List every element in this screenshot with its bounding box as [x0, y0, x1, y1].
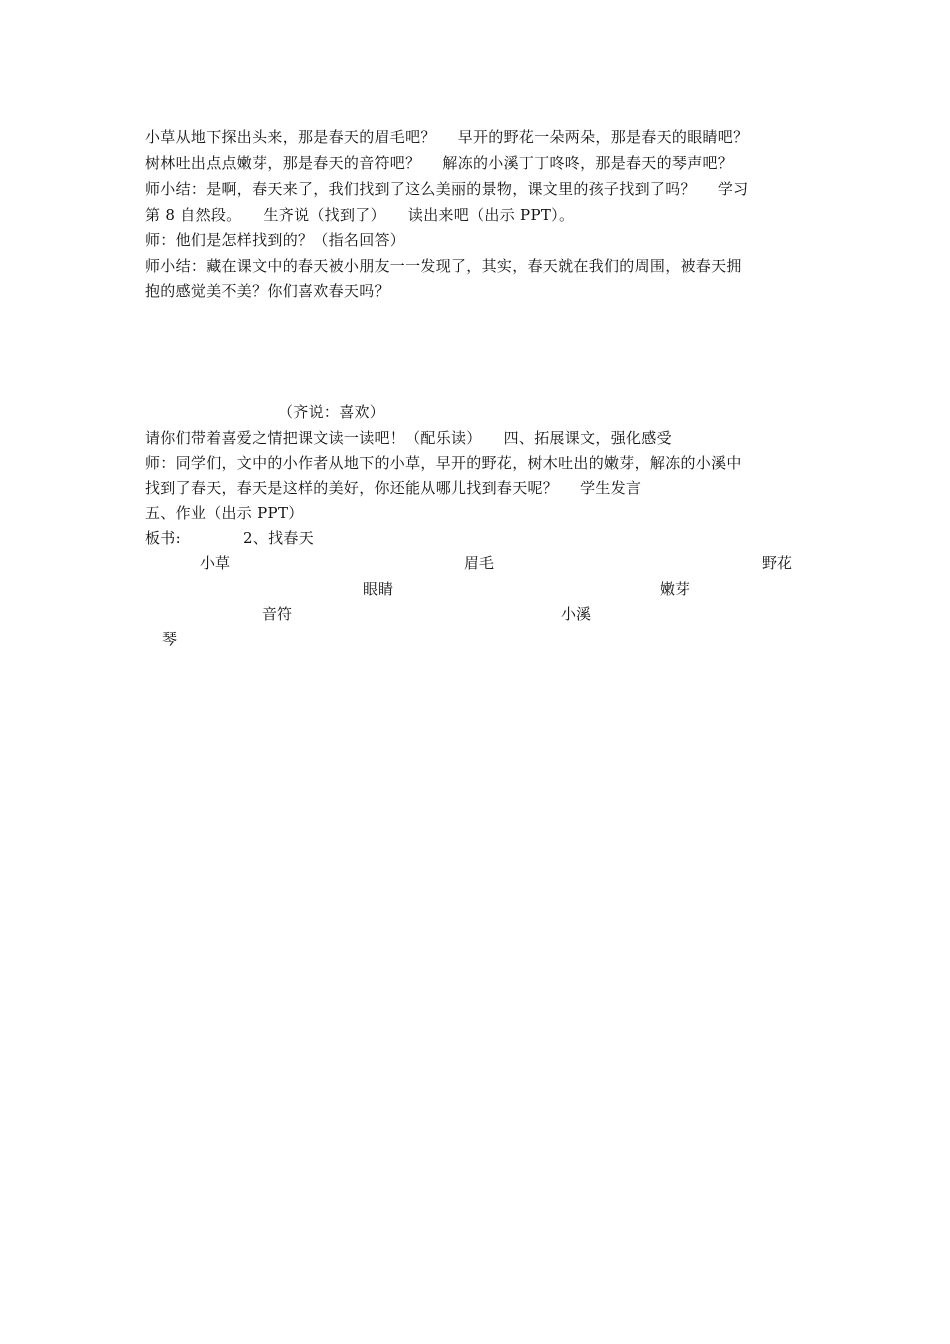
text-span: 解冻的小溪丁丁咚咚，那是春天的琴声吧？	[442, 154, 734, 172]
paragraph-line: 师：同学们，文中的小作者从地下的小草，早开的野花，树木吐出的嫩芽，解冻的小溪中	[145, 454, 742, 472]
text-span: 小草从地下探出头来，那是春天的眉毛吧？	[145, 128, 436, 146]
text-span: 生齐说（找到了）	[263, 206, 386, 224]
paragraph-line	[145, 178, 748, 200]
paragraph-line	[145, 204, 574, 226]
paragraph-line	[145, 152, 733, 174]
text-span: 读出来吧（出示 PPT）。	[407, 206, 575, 224]
board-title: 2、找春天	[242, 529, 315, 547]
text-span: 学生发言	[580, 479, 642, 497]
board-word: 音符	[262, 605, 293, 623]
board-word: 眉毛	[464, 554, 495, 572]
text-span: 四、拓展课文，强化感受	[503, 429, 672, 447]
board-word: 眼睛	[363, 580, 394, 598]
board-word: 嫩芽	[660, 580, 691, 598]
paragraph-line: （齐说：喜欢）	[278, 403, 386, 421]
text-span: 找到了春天，春天是这样的美好，你还能从哪儿找到春天呢？	[145, 479, 559, 497]
board-word: 琴	[162, 630, 178, 648]
text-span: 请你们带着喜爱之情把课文读一读吧！（配乐读）	[145, 429, 482, 447]
board-word: 野花	[762, 554, 793, 572]
paragraph-line	[145, 427, 672, 449]
text-span: 学习	[717, 180, 749, 198]
text-span: 早开的野花一朵两朵，那是春天的眼睛吧？	[457, 128, 749, 146]
board-word: 小溪	[561, 605, 592, 623]
paragraph-line: 师：他们是怎样找到的？（指名回答）	[145, 231, 406, 249]
paragraph-line: 抱的感觉美不美？你们喜欢春天吗？	[145, 282, 390, 300]
paragraph-line	[145, 477, 641, 499]
text-span: 树林吐出点点嫩芽，那是春天的音符吧？	[145, 154, 421, 172]
board-word: 小草	[200, 554, 231, 572]
board-label: 板书:	[145, 529, 181, 547]
paragraph-line: 师小结：藏在课文中的春天被小朋友一一发现了，其实，春天就在我们的周围，被春天拥	[145, 257, 742, 275]
paragraph-line	[145, 126, 748, 148]
text-span: 师小结：是啊，春天来了，我们找到了这么美丽的景物，课文里的孩子找到了吗？	[145, 180, 696, 198]
text-span: 第 8 自然段。	[145, 206, 242, 224]
board-heading	[145, 527, 314, 549]
paragraph-line: 五、作业（出示 PPT）	[145, 504, 304, 522]
